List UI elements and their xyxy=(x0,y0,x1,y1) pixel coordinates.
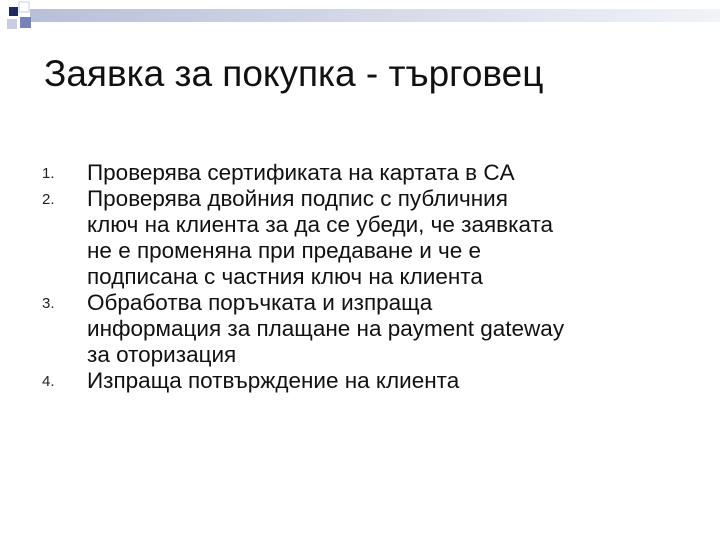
deco-square-light xyxy=(7,19,17,29)
list-item-text: информация за плащане на payment gateway xyxy=(87,316,565,341)
slide-title: Заявка за покупка - търговец xyxy=(44,53,544,94)
deco-square-mid xyxy=(20,17,31,28)
list-item xyxy=(42,160,702,186)
list-item-text: не е променяна при предаване и че е xyxy=(87,238,482,263)
list-item xyxy=(42,186,702,290)
deco-square-dark xyxy=(9,7,18,16)
numbered-list xyxy=(42,160,702,394)
list-number: 4. xyxy=(42,373,55,390)
list-item-text: за оторизация xyxy=(87,342,237,367)
list-item-text: Изпраща потвърждение на клиента xyxy=(87,368,460,393)
deco-square-white xyxy=(19,2,29,12)
list-number: 2. xyxy=(42,191,55,208)
list-item xyxy=(42,368,702,394)
list-number: 3. xyxy=(42,295,55,312)
header-stripe xyxy=(30,9,720,22)
header-decoration xyxy=(0,0,720,40)
list-item-text: Обработва поръчката и изпраща xyxy=(87,290,433,315)
list-item-text: подписана с частния ключ на клиента xyxy=(87,264,483,289)
list-item-text: Проверява сертификата на картата в CA xyxy=(87,160,515,185)
list-number: 1. xyxy=(42,165,55,182)
list-item xyxy=(42,290,702,368)
list-item-text: ключ на клиента за да се убеди, че заявката xyxy=(87,212,554,237)
list-item-text: Проверява двойния подпис с публичния xyxy=(87,186,508,211)
